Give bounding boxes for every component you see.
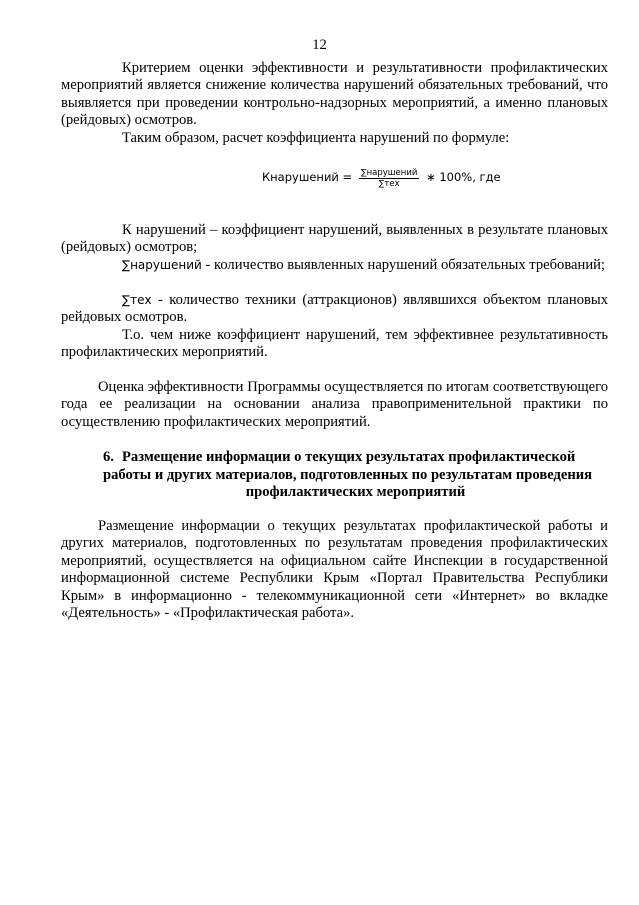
formula-rhs: ∗ 100%, где [422, 170, 501, 185]
equipment-sum-text: - количество техники (аттракционов) являвшихся объектом плановых рейдовых осмотров. [61, 292, 608, 326]
page-number: 12 [312, 37, 327, 53]
paragraph-violations-sum [61, 257, 608, 274]
violations-sum-text: - количество выявленных нарушений обязательных требований; [201, 257, 606, 273]
formula-numerator: ∑нарушений [360, 167, 418, 178]
section-heading-line2: работы и других материалов, подготовленных по результатам проведения [103, 466, 593, 483]
section-heading-line1: Размещение информации о текущих результатах профилактической [122, 449, 576, 465]
paragraph-publication: Размещение информации о текущих результатах профилактической работы и других материалов, подготовленных по результатам проведения профилактических мероприятий, осуществляется на официальном сайте Инспекции в государственной информационной системе Республики Крым «Портал Правительства Республики Крым» в информационно - телекоммуникационной сети «Интернет» во вкладке «Деятельность» - «Профилактическая работа». [61, 518, 608, 622]
paragraph-evaluation: Оценка эффективности Программы осуществляется по итогам соответствующего года ее реализации на основании анализа правоприменительной практики по осуществлению профилактических мероприятий. [61, 379, 608, 430]
section-number: 6. [103, 449, 114, 465]
paragraph-equipment-sum [61, 292, 608, 327]
formula-lhs: Кнарушений [262, 170, 339, 185]
equipment-sum-symbol: ∑тех [122, 293, 152, 307]
paragraph-criterion: Критерием оценки эффективности и результативности профилактических мероприятий является снижение количества нарушений обязательных требований, что выявляется при проведении контрольно-надзорных мероприятий, а именно плановых (рейдовых) осмотров. [61, 60, 608, 129]
violation-coefficient-formula [262, 164, 501, 192]
formula-denominator: ∑тех [378, 178, 400, 189]
paragraph-formula-intro: Таким образом, расчет коэффициента нарушений по формуле: [122, 130, 510, 146]
violations-sum-symbol: ∑нарушений [122, 258, 202, 272]
formula-equals: = [338, 170, 356, 185]
paragraph-conclusion: Т.о. чем ниже коэффициент нарушений, тем эффективнее результативность профилактических мероприятий. [61, 327, 608, 361]
paragraph-coefficient-definition: К нарушений – коэффициент нарушений, выявленных в результате плановых (рейдовых) осмотров; [61, 222, 608, 256]
section-heading-line3: профилактических мероприятий [245, 484, 466, 501]
section-heading [61, 449, 608, 502]
formula-fraction [359, 168, 420, 189]
